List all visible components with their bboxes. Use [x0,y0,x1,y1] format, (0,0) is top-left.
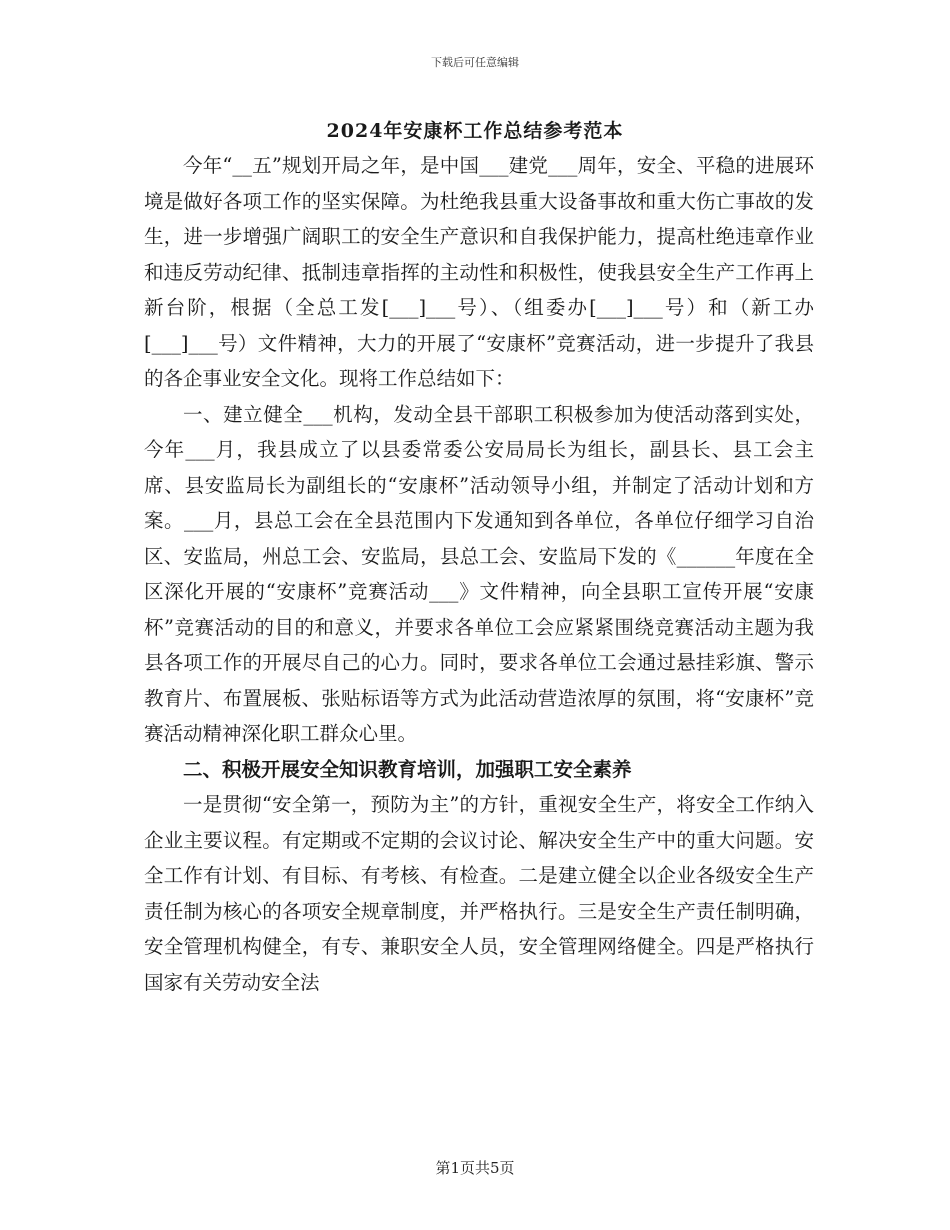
paragraph-section-one: 一、建立健全___机构，发动全县干部职工积极参加为使活动落到实处，今年___月，我县成立了以县委常委公安局局长为组长，副县长、县工会主席、县安监局长为副组长的“安康杯”活动领导小组，并制定了活动计划和方案。___月，县总工会在全县范围内下发通知到各单位，各单位仔细学习自治区、安监局，州总工会、安监局，县总工会、安监局下发的《______年度在全区深化开展的“安康杯”竞赛活动___》文件精神，向全县职工宣传开展“安康杯”竞赛活动的目的和意义，并要求各单位工会应紧紧围绕竞赛活动主题为我县各项工作的开展尽自己的心力。同时，要求各单位工会通过悬挂彩旗、警示教育片、布置展板、张贴标语等方式为此活动营造浓厚的氛围，将“安康杯”竞赛活动精神深化职工群众心里。 [144,402,814,745]
page-number: 第1页共5页 [435,1159,515,1177]
paragraph-intro: 今年“__五”规划开局之年，是中国___建党___周年，安全、平稳的进展环境是做好各项工作的坚实保障。为杜绝我县重大设备事故和重大伤亡事故的发生，进一步增强广阔职工的安全生产意识和自我保护能力，提高杜绝违章作业和违反劳动纪律、抵制违章指挥的主动性和积极性，使我县安全生产工作再上新台阶，根据（全总工发[___]___号）、（组委办[___]___号）和（新工办[___]___号）文件精神，大力的开展了“安康杯”竞赛活动，进一步提升了我县的各企事业安全文化。现将工作总结如下： [144,154,814,390]
document-title: 2024年安康杯工作总结参考范本 [326,120,624,142]
document-body [144,148,814,1000]
paragraph-section-two: 一是贯彻“安全第一，预防为主”的方针，重视安全生产，将安全工作纳入企业主要议程。有定期或不定期的会议讨论、解决安全生产中的重大问题。安全工作有计划、有目标、有考核、有检查。二是建立健全以企业各级安全生产责任制为核心的各项安全规章制度，并严格执行。三是安全生产责任制明确，安全管理机构健全，有专、兼职安全人员，安全管理网络健全。四是严格执行国家有关劳动安全法 [144,793,814,994]
header-note: 下载后可任意编辑 [431,56,519,69]
section-heading-two: 二、积极开展安全知识教育培训，加强职工安全素养 [183,757,632,781]
